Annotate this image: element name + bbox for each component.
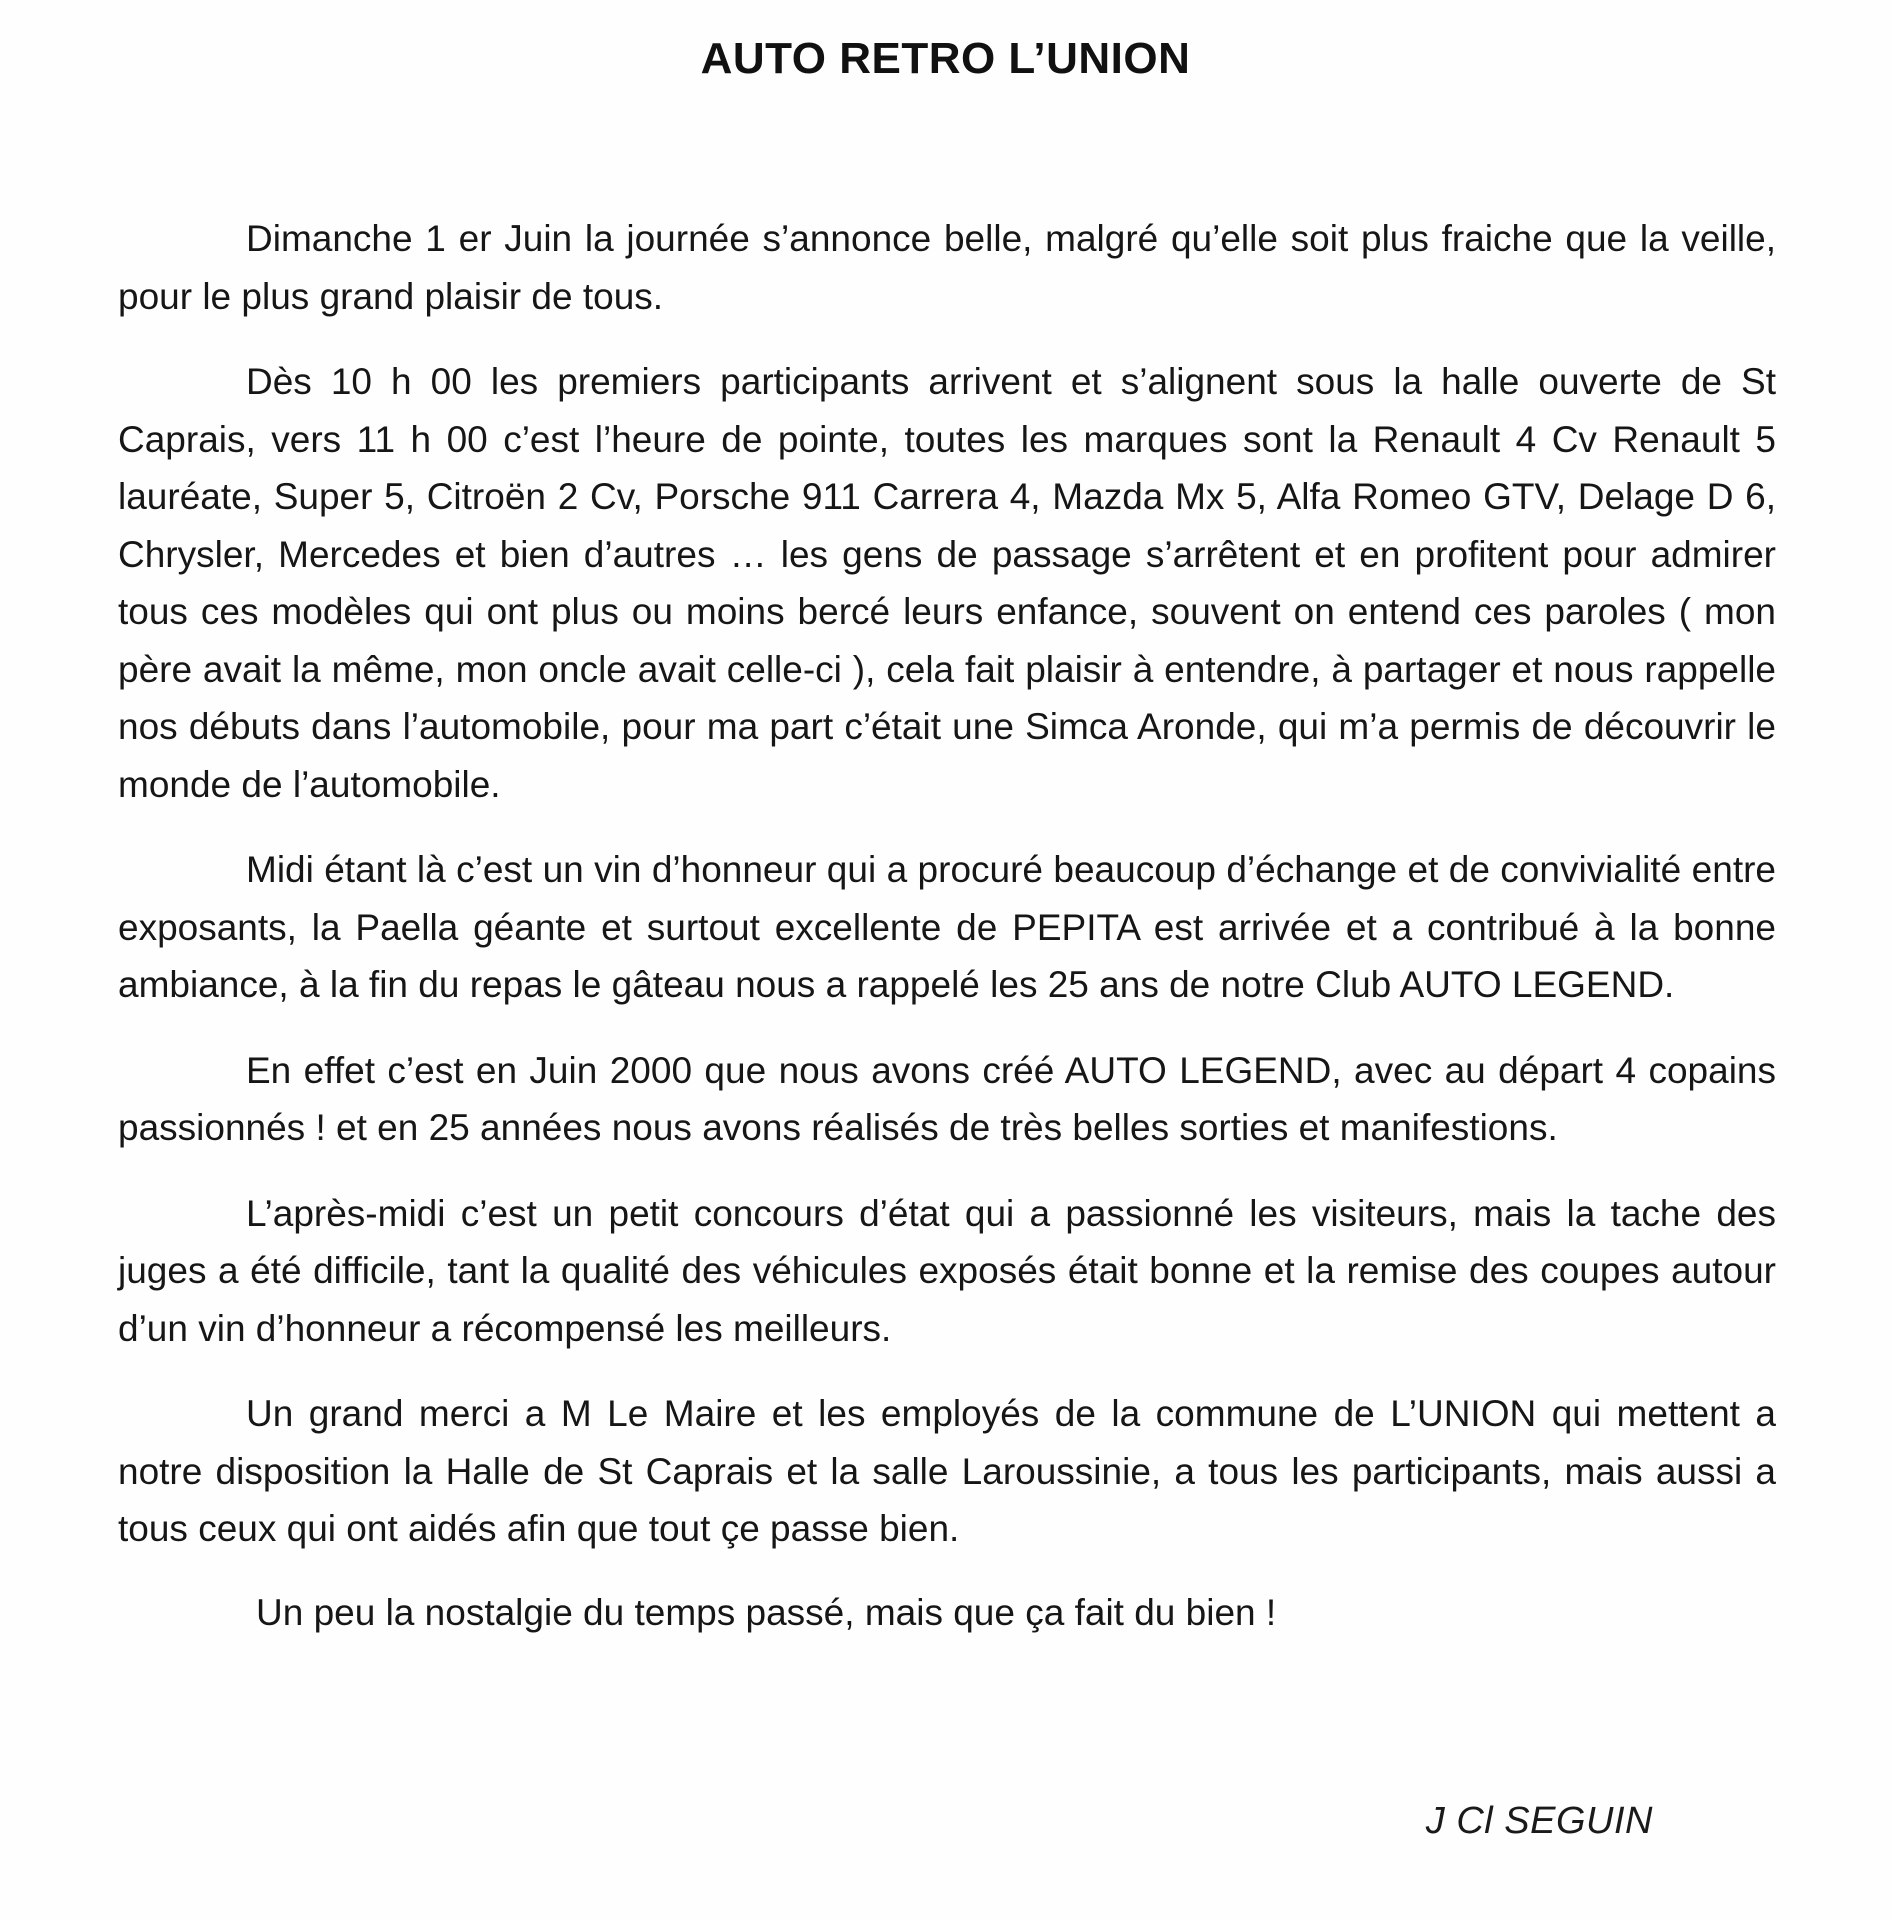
document-title: AUTO RETRO L’UNION [700,34,1191,83]
paragraph-6: Un grand merci a M Le Maire et les employés de la commune de L’UNION qui mettent a notre disposition la Halle de St Caprais et la salle Laroussinie, a tous les participants, mais aussi a tous ceux qui ont aidés afin que tout çe passe bien. [118,1393,1776,1549]
closing-line: Un peu la nostalgie du temps passé, mais que ça fait du bien ! [256,1591,1277,1633]
signature: J Cl SEGUIN [1425,1800,1653,1842]
paragraph-5: L’après-midi c’est un petit concours d’état qui a passionné les visiteurs, mais la tache des juges a été difficile, tant la qualité des véhicules exposés était bonne et la remise des coupes autour d’un vin d’honneur a récompensé les meilleurs. [118,1192,1776,1349]
paragraph-3: Midi étant là c’est un vin d’honneur qui a procuré beaucoup d’échange et de convivialité entre exposants, la Paella géante et surtout excellente de PEPITA est arrivée et a contribué à la bonne ambiance, à la fin du repas le gâteau nous a rappelé les 25 ans de notre Club AUTO LEGEND. [118,849,1776,1005]
article-body [118,210,1776,1641]
paragraph-4: En effet c’est en Juin 2000 que nous avons créé AUTO LEGEND, avec au départ 4 copains passionnés ! et en 25 années nous avons réalisés de très belles sorties et manifestions. [118,1049,1776,1148]
paragraph-2: Dès 10 h 00 les premiers participants arrivent et s’alignent sous la halle ouverte de St Caprais, vers 11 h 00 c’est l’heure de pointe, toutes les marques sont la Renault 4 Cv Renault 5 lauréate, Super 5, Citroën 2 Cv, Porsche 911 Carrera 4, Mazda Mx 5, Alfa Romeo GTV, Delage D 6, Chrysler, Mercedes et bien d’autres … les gens de passage s’arrêtent et en profitent pour admirer tous ces modèles qui ont plus ou moins bercé leurs enfance, souvent on entend ces paroles ( mon père avait la même, mon oncle avait celle-ci ), cela fait plaisir à entendre, à partager et nous rappelle nos débuts dans l’automobile, pour ma part c’était une Simca Aronde, qui m’a permis de découvrir le monde de l’automobile. [118,361,1776,805]
paragraph-1: Dimanche 1 er Juin la journée s’annonce belle, malgré qu’elle soit plus fraiche que la veille, pour le plus grand plaisir de tous. [118,218,1776,317]
